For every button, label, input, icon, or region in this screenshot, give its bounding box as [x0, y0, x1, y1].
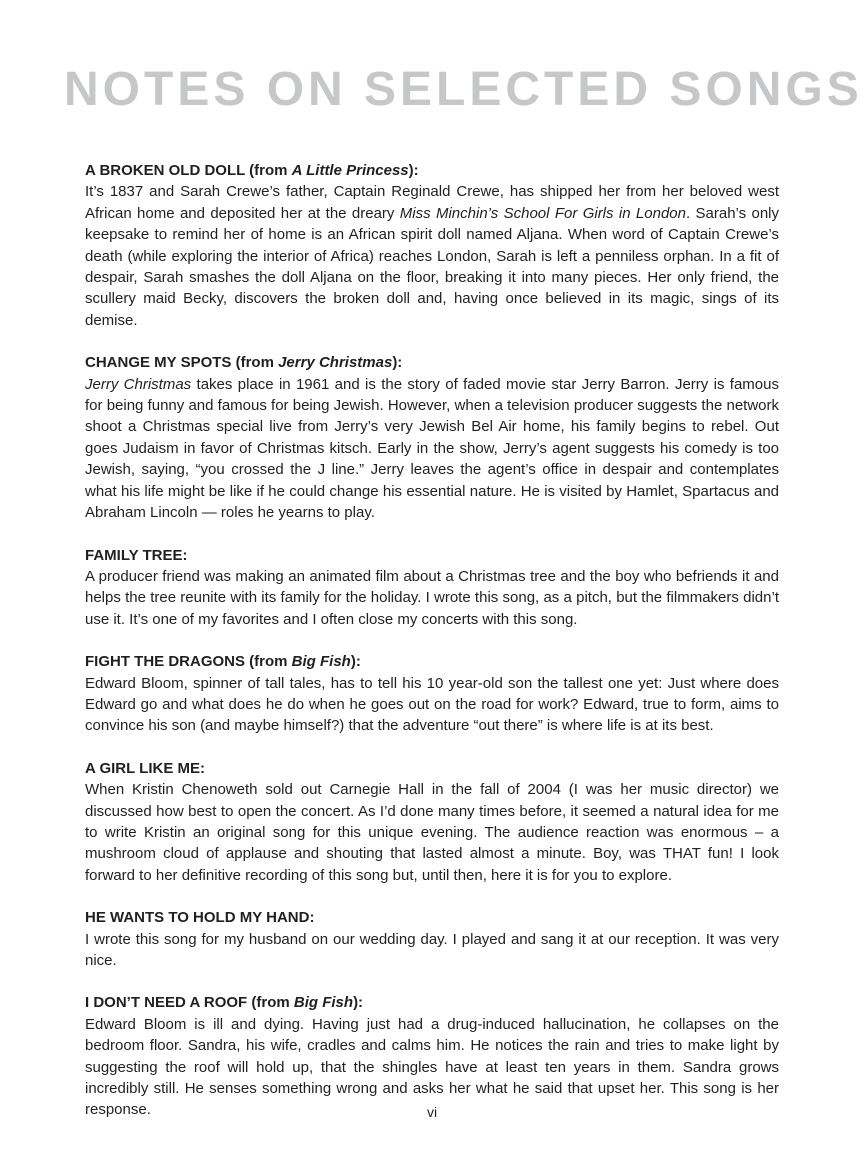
text: HE WANTS TO HOLD MY HAND:	[85, 909, 315, 927]
text: A GIRL LIKE ME:	[85, 759, 205, 777]
page-number: vi	[426, 1104, 438, 1120]
text: When Kristin Chenoweth sold out Carnegie Hall in the fall of 2004 (I was her music director) we discussed how best to open the concert. As I’d done many times before, it seemed a natural idea for me to write Kristin an original song for this unique evening. The audience reaction was enormous – a mushroom cloud of applause and shouting that lasted almost a minute. Boy, was THAT fun! I look forward to her definitive recording of this song but, until then, here it is for you to explore.	[85, 781, 779, 884]
text: It’s 1837 and Sarah Crewe’s father, Captain Reginald Crewe, has shipped her from her beloved west African home and deposited her at the dreary	[85, 183, 779, 222]
song-description	[85, 566, 779, 630]
song-heading	[85, 758, 779, 779]
italic-text: A Little Princess	[291, 162, 409, 179]
song-heading	[85, 651, 779, 672]
italic-text: Big Fish	[291, 653, 351, 671]
text: takes place in 1961 and is the story of faded movie star Jerry Barron. Jerry is famous for being funny and famous for being Jewish. However, when a television producer suggests the network shoot a Christmas special live from Jerry’s very Jewish Bel Air home, his family begins to rebel. Out goes Judaism in favor of Christmas kitsch. Early in the show, Jerry’s agent suggests his comedy is too Jewish, saying, “you crossed the J line.” Jerry leaves the agent’s office in despair and contemplates what his life might be like if he could change his essential nature. He is visited by Hamlet, Spartacus and Abraham Lincoln — roles he yearns to play.	[85, 375, 779, 522]
text: ):	[353, 994, 364, 1012]
text: A producer friend was making an animated film about a Christmas tree and the boy who befriends it and helps the tree reunite with its family for the holiday. I wrote this song, as a pitch, but the filmmakers didn’t use it. It’s one of my favorites and I often close my concerts with this song.	[85, 567, 779, 628]
text: Edward Bloom, spinner of tall tales, has to tell his 10 year-old son the tallest one yet: Just where does Edward go and what does he do when he goes out on the road for work? Edward, true to form, aims to convince his son (and maybe himself?) that the adventure “out there” is where life is at its best.	[85, 674, 779, 735]
italic-text: Big Fish	[293, 994, 354, 1012]
text: ):	[392, 354, 403, 372]
text: CHANGE MY SPOTS (from	[85, 354, 279, 372]
song-note-section	[85, 992, 779, 1120]
text: A BROKEN OLD DOLL (from	[85, 162, 292, 179]
song-note-section	[85, 651, 779, 737]
text: ):	[408, 162, 419, 179]
song-note-section	[85, 758, 779, 886]
text: FAMILY TREE:	[85, 546, 188, 564]
song-description	[85, 929, 779, 972]
song-description	[85, 779, 779, 886]
page-title: NOTES ON SELECTED SONGS	[64, 63, 863, 116]
song-heading	[85, 907, 779, 928]
song-note-section	[85, 545, 779, 631]
song-description	[85, 181, 779, 331]
text: FIGHT THE DRAGONS (from	[85, 653, 292, 671]
song-heading	[85, 160, 779, 181]
song-note-section	[85, 352, 779, 523]
italic-text: Jerry Christmas	[85, 375, 192, 393]
italic-text: Miss Minchin’s School For Girls in London	[399, 204, 686, 222]
text: I wrote this song for my husband on our wedding day. I played and sang it at our reception. It was very nice.	[85, 930, 779, 969]
italic-text: Jerry Christmas	[278, 354, 393, 372]
song-sections	[85, 160, 779, 1121]
song-heading	[85, 992, 779, 1013]
song-note-section	[85, 907, 779, 971]
song-description	[85, 374, 779, 524]
text: I DON’T NEED A ROOF (from	[85, 994, 294, 1012]
text: . Sarah’s only keepsake to remind her of home is an African spirit doll named Aljana. When word of Captain Crewe’s death (while exploring the interior of Africa) reaches London, Sarah is left a penniless orphan. In a fit of despair, Sarah smashes the doll Aljana on the floor, breaking it into many pieces. Her only friend, the scullery maid Becky, discovers the broken doll and, having once believed in its magic, sings of its demise.	[85, 204, 779, 329]
text: ):	[350, 653, 361, 671]
song-description	[85, 673, 779, 737]
song-heading	[85, 352, 779, 373]
text: Edward Bloom is ill and dying. Having just had a drug-induced hallucination, he collapses on the bedroom floor. Sandra, his wife, cradles and calms him. He notices the rain and tries to make light by suggesting the roof will hold up, that the shingles have at least ten years in them. Sandra grows incredibly still. He senses something wrong and asks her what he said that upset her. This song is her response.	[85, 1015, 779, 1119]
song-note-section	[85, 160, 779, 331]
song-heading	[85, 545, 779, 566]
